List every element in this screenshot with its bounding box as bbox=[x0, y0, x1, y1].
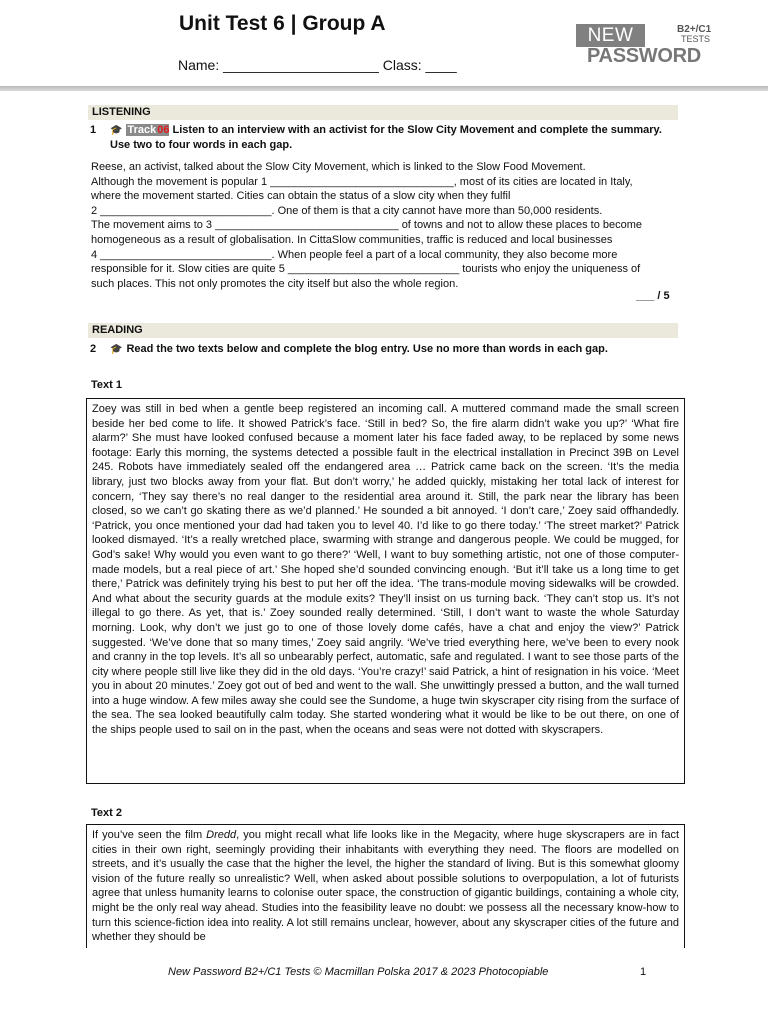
summary-line: where the movement started. Cities can obtain the status of a slow city when they fulfil bbox=[91, 190, 511, 203]
listening-section-header: LISTENING bbox=[88, 105, 678, 120]
film-title: Dredd bbox=[206, 829, 237, 841]
new-password-logo bbox=[576, 24, 722, 68]
listening-score: ___ / 5 bbox=[636, 290, 670, 302]
text1-box bbox=[86, 398, 685, 784]
text2-box bbox=[86, 824, 685, 948]
logo-level-label: B2+/C1 bbox=[677, 24, 712, 35]
text1-label: Text 1 bbox=[91, 379, 122, 391]
graduation-cap-icon: 🎓 bbox=[110, 125, 123, 136]
reading-section-header: READING bbox=[88, 323, 678, 338]
listening-instruction-text: Listen to an interview with an activist for the Slow City Movement and complete the summary. Use two to four words in each gap. bbox=[110, 124, 662, 151]
text2-label: Text 2 bbox=[91, 807, 122, 819]
task-number: 1 bbox=[90, 124, 97, 136]
graduation-cap-icon: 🎓 bbox=[110, 344, 123, 355]
summary-line: responsible for it. Slow cities are quite 5 ____________________________ tourists who enjoy the uniqueness of bbox=[91, 263, 641, 276]
header-divider bbox=[0, 86, 768, 91]
reading-instruction-text: Read the two texts below and complete the blog entry. Use no more than words in each gap. bbox=[126, 343, 608, 355]
listening-summary bbox=[91, 160, 681, 291]
summary-line: The movement aims to 3 ______________________________ of towns and not to allow these places to become bbox=[91, 219, 643, 232]
summary-line: Reese, an activist, talked about the Slow City Movement, which is linked to the Slow Food Movement. bbox=[91, 161, 586, 173]
name-class-line: Name: ____________________ Class: ____ bbox=[178, 57, 457, 73]
track-label: Track bbox=[127, 124, 157, 136]
footer-copyright: New Password B2+/C1 Tests © Macmillan Polska 2017 & 2023 Photocopiable bbox=[168, 966, 549, 978]
text2-body-start: If you’ve seen the film bbox=[92, 829, 207, 841]
page-number: 1 bbox=[640, 966, 647, 978]
summary-line: Although the movement is popular 1 ______________________________, most of its cities are located in Italy, bbox=[91, 175, 633, 188]
summary-line: 4 ____________________________. When people feel a part of a local community, they also become more bbox=[91, 248, 618, 261]
track-number: 06 bbox=[157, 124, 170, 136]
text1-body: Zoey was still in bed when a gentle beep registered an incoming call. A muttered command made the small screen beside her bed come to life. It showed Patrick’s face. ‘Still in bed? So, the fire alarm didn’t wake you up?’ ‘What fire alarm?’ She must have looked confused because a moment later his face faded away, to be replaced by some news footage: Early this morning, the systems detected a possible fault in the electrical installation in Precinct 39B on Level 245. Robots have immediately sealed off the endangered area … Patrick came back on the screen. ‘It’s the media library, just two blocks away from your flat. But don’t worry,’ he added quickly, mistaking her total lack of interest for concern, ‘They say there’s no real danger to the residential area around it. Still, the park near the library has been closed, so we can’t go skating there as we’d planned.’ He sounded a bit annoyed. ‘I don’t care,’ Zoey said offhandedly. ‘Patrick, you once mentioned your dad had taken you to level 40. I’d like to go there today.’ ‘The street market?’ Patrick looked dismayed. ‘It’s a really wretched place, swarming with strange and dangerous people. We could be mugged, for God’s sake! Why would you even want to go there?’ ‘Well, I want to buy something artistic, not one of those computer-made models, but a real piece of art.’ She hoped she’d sounded convincing enough. ‘But it’ll take us a long time to get there,’ Patrick was definitely trying his best to put her off the idea. ‘The trans-module moving sidewalks will be crowded. And what about the security guards at the module exits? They’ll insist on us turning back. ‘They can’t stop us. It’s not illegal to go there. As yet, that is.’ Zoey sounded really determined. ‘Still, I don’t want to waste the whole Saturday morning. Look, why don’t we just go to one of those lovely dome cafés, have a chat and enjoy the view?’ Patrick suggested. ‘We’ve done that so many times,’ Zoey said angrily. ‘We’ve tried everything here, we’ve been to every nook and cranny in the top levels. It’s all so unbearably perfect, automatic, safe and regulated. I want to see those parts of the city where people still live like they did in the old days. ‘You’re crazy!’ said Patrick, a hint of resignation in his voice. ‘Meet you in about 20 minutes.’ Zoey got out of bed and went to the wall. She unwittingly pressed a button, and the wall turned into a huge window. A few miles away she could see the Sundome, a huge twin skyscraper city rising from the surface of the sea. The sea looked beautifully calm today. She started wondering what it would be like to be out there, on one of the ships people used to sail on in the past, when the oceans and seas were not dotted with skyscrapers. bbox=[92, 403, 679, 737]
logo-new-label: NEW bbox=[576, 24, 645, 47]
summary-line: 2 ____________________________. One of them is that a city cannot have more than 50,000 residents. bbox=[91, 204, 603, 217]
summary-line: homogeneous as a result of globalisation. In CittaSlow communities, traffic is reduced and local businesses bbox=[91, 233, 613, 246]
logo-tests-label: TESTS bbox=[681, 34, 711, 44]
page-title: Unit Test 6 | Group A bbox=[179, 12, 386, 35]
task-number: 2 bbox=[90, 343, 97, 355]
text2-body-rest: , you might recall what life looks like in the Megacity, where huge skyscrapers are in fact cities in their own right, seemingly providing their inhabitants with everything they need. The floors are modelled on streets, and it’s usually the case that the higher the level, the higher the standard of living. But is this somewhat gloomy vision of the future really so unrealistic? Well, when asked about possible solutions to overpopulation, a lot of futurists agree that unless humanity learns to colonise outer space, the construction of gigantic buildings, containing a whole city, might be the only real way ahead. Studies into the feasibility leave no doubt: we possess all the necessary know-how to turn this science-fiction idea into reality. A lot still remains unclear, however, about any skyscraper cities of the future and whether they should be bbox=[92, 829, 680, 944]
logo-password-label: PASSWORD bbox=[587, 45, 701, 67]
summary-line: such places. This not only promotes the city itself but also the whole region. bbox=[91, 277, 459, 290]
